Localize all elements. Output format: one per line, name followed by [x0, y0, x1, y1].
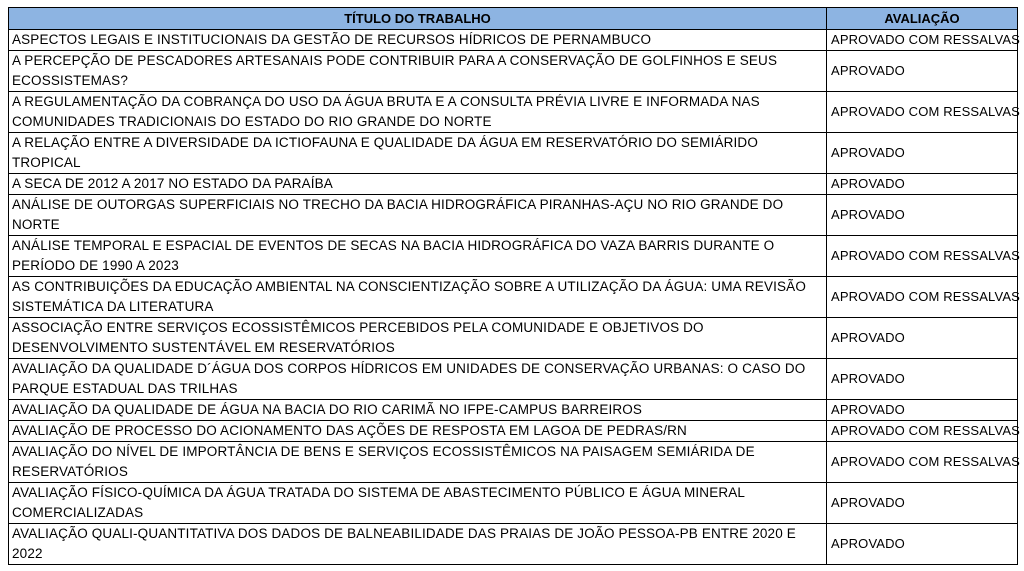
work-title-cell: ANÁLISE DE OUTORGAS SUPERFICIAIS NO TRECHO DA BACIA HIDROGRÁFICA PIRANHAS-AÇU NO RIO GRANDE DO NORTE: [9, 195, 827, 236]
table-row: [9, 92, 1018, 133]
table-row: [9, 51, 1018, 92]
evaluation-cell: APROVADO: [827, 174, 1018, 195]
work-title-cell: AVALIAÇÃO DA QUALIDADE D´ÁGUA DOS CORPOS HÍDRICOS EM UNIDADES DE CONSERVAÇÃO URBANAS: O CASO DO PARQUE ESTADUAL DAS TRILHAS: [9, 359, 827, 400]
evaluation-cell: APROVADO COM RESSALVAS: [827, 30, 1018, 51]
evaluation-cell: APROVADO COM RESSALVAS: [827, 421, 1018, 442]
work-title-cell: ASSOCIAÇÃO ENTRE SERVIÇOS ECOSSISTÊMICOS PERCEBIDOS PELA COMUNIDADE E OBJETIVOS DO DESENVOLVIMENTO SUSTENTÁVEL EM RESERVATÓRIOS: [9, 318, 827, 359]
table-row: [9, 483, 1018, 524]
table-row: [9, 30, 1018, 51]
work-title-cell: A REGULAMENTAÇÃO DA COBRANÇA DO USO DA ÁGUA BRUTA E A CONSULTA PRÉVIA LIVRE E INFORMADA NAS COMUNIDADES TRADICIONAIS DO ESTADO DO RIO GRANDE DO NORTE: [9, 92, 827, 133]
evaluation-cell: APROVADO: [827, 359, 1018, 400]
column-header-title: TÍTULO DO TRABALHO: [9, 8, 827, 30]
work-title-cell: ASPECTOS LEGAIS E INSTITUCIONAIS DA GESTÃO DE RECURSOS HÍDRICOS DE PERNAMBUCO: [9, 30, 827, 51]
column-header-evaluation: AVALIAÇÃO: [827, 8, 1018, 30]
table-row: [9, 133, 1018, 174]
work-title-cell: AS CONTRIBUIÇÕES DA EDUCAÇÃO AMBIENTAL NA CONSCIENTIZAÇÃO SOBRE A UTILIZAÇÃO DA ÁGUA: UMA REVISÃO SISTEMÁTICA DA LITERATURA: [9, 277, 827, 318]
work-title-cell: A PERCEPÇÃO DE PESCADORES ARTESANAIS PODE CONTRIBUIR PARA A CONSERVAÇÃO DE GOLFINHOS E SEUS ECOSSISTEMAS?: [9, 51, 827, 92]
table-row: [9, 277, 1018, 318]
evaluation-cell: APROVADO COM RESSALVAS: [827, 92, 1018, 133]
work-title-cell: AVALIAÇÃO DO NÍVEL DE IMPORTÂNCIA DE BENS E SERVIÇOS ECOSSISTÊMICOS NA PAISAGEM SEMIÁRIDA DE RESERVATÓRIOS: [9, 442, 827, 483]
evaluation-cell: APROVADO: [827, 195, 1018, 236]
evaluation-cell: APROVADO COM RESSALVAS: [827, 277, 1018, 318]
table-row: [9, 174, 1018, 195]
table-row: [9, 421, 1018, 442]
work-title-cell: AVALIAÇÃO DE PROCESSO DO ACIONAMENTO DAS AÇÕES DE RESPOSTA EM LAGOA DE PEDRAS/RN: [9, 421, 827, 442]
table-row: [9, 442, 1018, 483]
evaluation-cell: APROVADO: [827, 133, 1018, 174]
table-row: [9, 524, 1018, 565]
table-row: [9, 359, 1018, 400]
table-row: [9, 236, 1018, 277]
table-row: [9, 400, 1018, 421]
evaluation-cell: APROVADO: [827, 318, 1018, 359]
evaluation-cell: APROVADO COM RESSALVAS: [827, 236, 1018, 277]
work-title-cell: AVALIAÇÃO FÍSICO-QUÍMICA DA ÁGUA TRATADA DO SISTEMA DE ABASTECIMENTO PÚBLICO E ÁGUA MINERAL COMERCIALIZADAS: [9, 483, 827, 524]
results-table: [8, 7, 1018, 565]
header-row: [9, 8, 1018, 30]
work-title-cell: AVALIAÇÃO DA QUALIDADE DE ÁGUA NA BACIA DO RIO CARIMÃ NO IFPE-CAMPUS BARREIROS: [9, 400, 827, 421]
work-title-cell: ANÁLISE TEMPORAL E ESPACIAL DE EVENTOS DE SECAS NA BACIA HIDROGRÁFICA DO VAZA BARRIS DURANTE O PERÍODO DE 1990 A 2023: [9, 236, 827, 277]
work-title-cell: AVALIAÇÃO QUALI-QUANTITATIVA DOS DADOS DE BALNEABILIDADE DAS PRAIAS DE JOÃO PESSOA-PB ENTRE 2020 E 2022: [9, 524, 827, 565]
evaluation-cell: APROVADO: [827, 524, 1018, 565]
evaluation-cell: APROVADO: [827, 400, 1018, 421]
evaluation-cell: APROVADO COM RESSALVAS: [827, 442, 1018, 483]
work-title-cell: A RELAÇÃO ENTRE A DIVERSIDADE DA ICTIOFAUNA E QUALIDADE DA ÁGUA EM RESERVATÓRIO DO SEMIÁRIDO TROPICAL: [9, 133, 827, 174]
evaluation-cell: APROVADO: [827, 51, 1018, 92]
evaluation-cell: APROVADO: [827, 483, 1018, 524]
table-row: [9, 195, 1018, 236]
table-row: [9, 318, 1018, 359]
work-title-cell: A SECA DE 2012 A 2017 NO ESTADO DA PARAÍBA: [9, 174, 827, 195]
